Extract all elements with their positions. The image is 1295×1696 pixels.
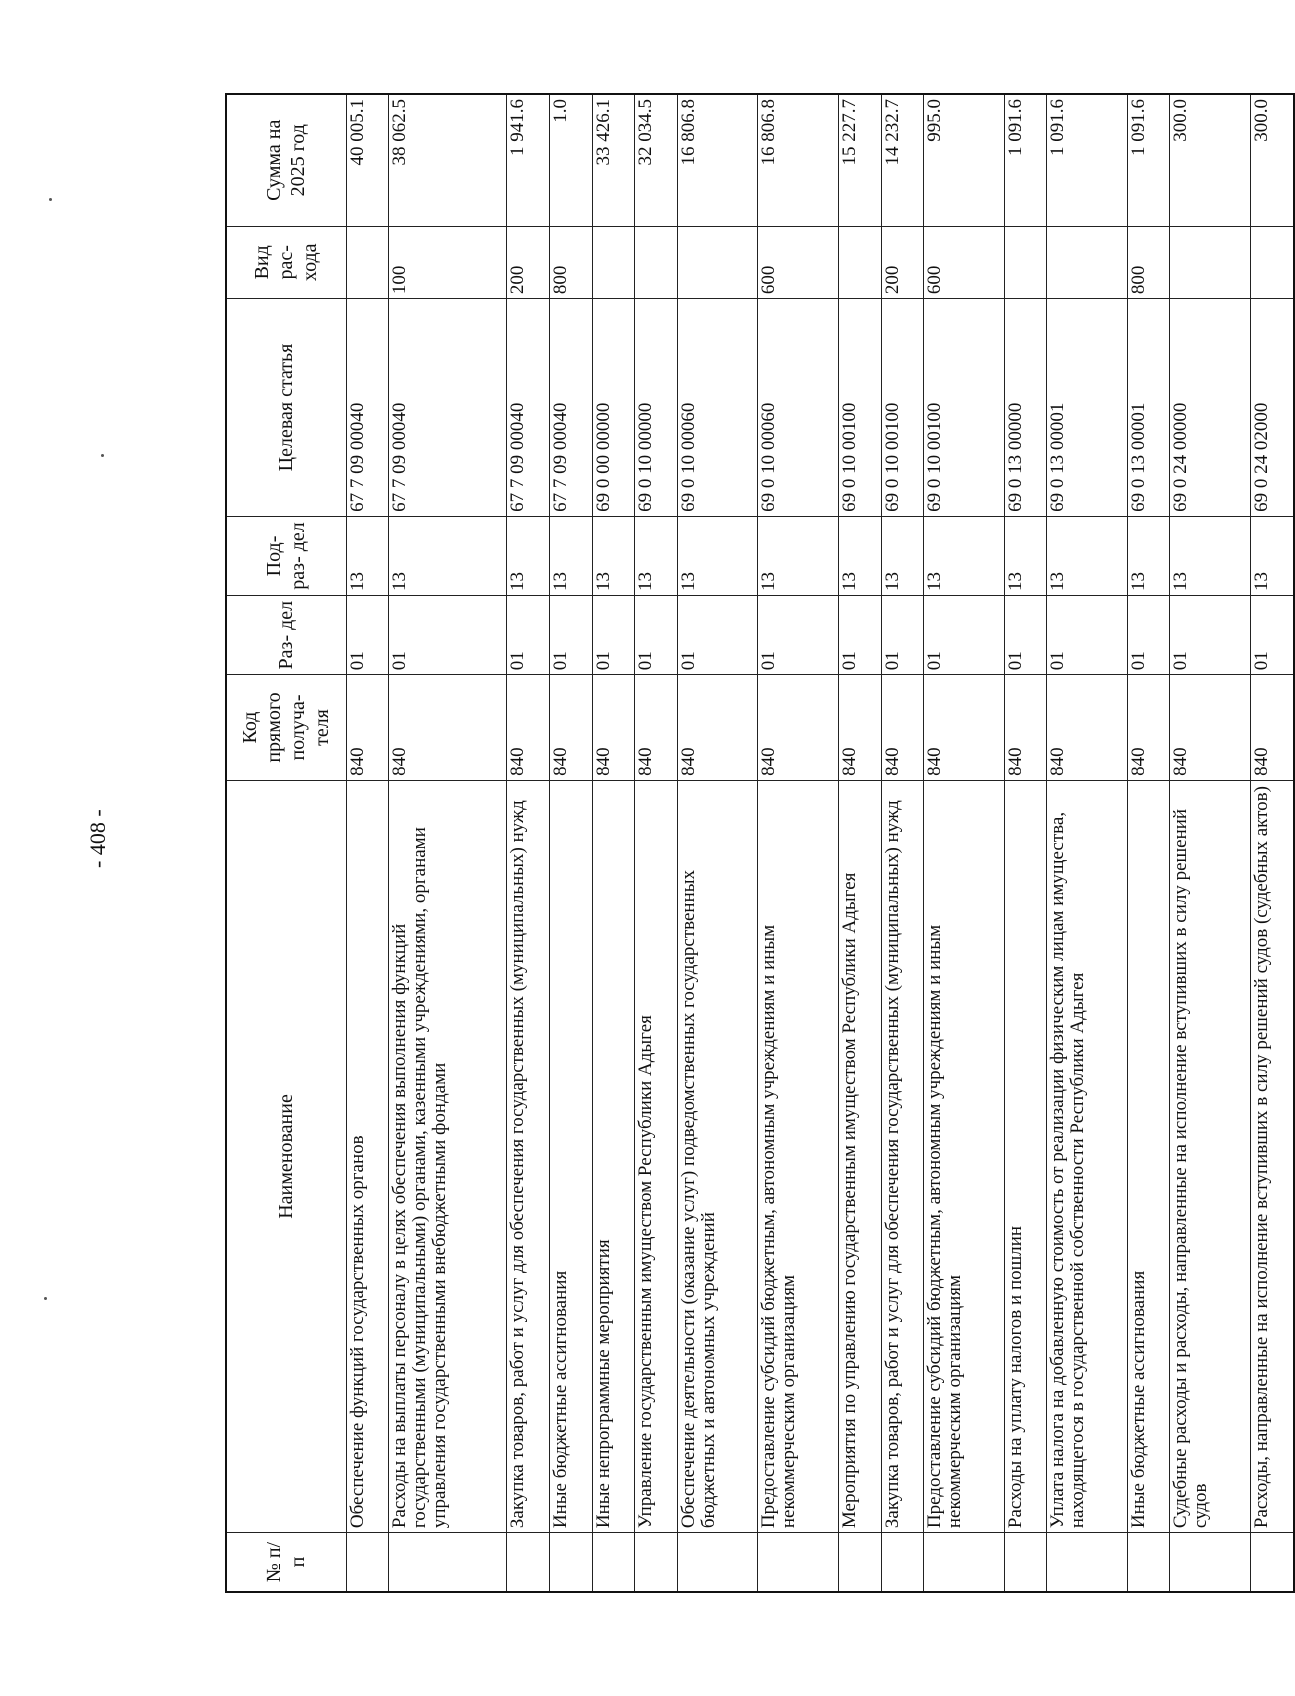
cell-sum: 300.0 [1170,94,1250,226]
cell-sum: 40 005.1 [346,94,389,226]
cell-razdel: 01 [1127,596,1170,675]
col-header-name: Наименование [226,780,346,1532]
cell-target: 67 7 09 00040 [506,299,549,517]
cell-code: 840 [635,675,678,781]
cell-razdel: 01 [678,596,758,675]
cell-podrazdel: 13 [635,516,678,595]
cell-target: 69 0 10 00100 [924,299,1004,517]
cell-sum: 1 091.6 [1127,94,1170,226]
cell-podrazdel: 13 [924,516,1004,595]
cell-sum: 16 806.8 [678,94,758,226]
cell-podrazdel: 13 [506,516,549,595]
page-number: - 408 - [85,809,110,868]
table-row [1250,94,1294,1592]
cell-razdel: 01 [389,596,506,675]
cell-target: 69 0 13 00000 [1004,299,1047,517]
cell-name: Иные бюджетные ассигнования [549,780,592,1532]
cell-target: 69 0 24 02000 [1250,299,1294,517]
cell-vid: 100 [389,226,506,299]
cell-code: 840 [592,675,635,781]
table-row [838,94,881,1592]
cell-name: Обеспечение функций государственных органов [346,780,389,1532]
cell-podrazdel: 13 [838,516,881,595]
cell-podrazdel: 13 [346,516,389,595]
cell-code: 840 [1127,675,1170,781]
cell-sum: 995.0 [924,94,1004,226]
col-header-sum: Сумма на 2025 год [226,94,346,226]
cell-sum: 1 941.6 [506,94,549,226]
cell-num [758,1533,838,1592]
cell-podrazdel: 13 [549,516,592,595]
cell-vid [346,226,389,299]
cell-sum: 32 034.5 [635,94,678,226]
cell-razdel: 01 [1004,596,1047,675]
scan-speck [101,454,104,457]
cell-num [346,1533,389,1592]
cell-vid [592,226,635,299]
table-row [924,94,1004,1592]
cell-vid: 800 [1127,226,1170,299]
cell-target: 67 7 09 00040 [346,299,389,517]
cell-sum: 15 227.7 [838,94,881,226]
cell-razdel: 01 [506,596,549,675]
cell-podrazdel: 13 [1127,516,1170,595]
cell-code: 840 [1004,675,1047,781]
cell-num [1170,1533,1250,1592]
cell-code: 840 [506,675,549,781]
cell-vid: 600 [758,226,838,299]
cell-target: 69 0 10 00060 [678,299,758,517]
cell-num [635,1533,678,1592]
cell-num [506,1533,549,1592]
col-header-razdel: Раз- дел [226,596,346,675]
cell-name: Предоставление субсидий бюджетным, автономным учреждениям и иным некоммерческим организациям [758,780,838,1532]
cell-target: 69 0 00 00000 [592,299,635,517]
cell-podrazdel: 13 [881,516,924,595]
cell-vid: 800 [549,226,592,299]
cell-code: 840 [881,675,924,781]
col-header-num: № п/п [226,1533,346,1592]
cell-target: 67 7 09 00040 [389,299,506,517]
cell-name: Иные бюджетные ассигнования [1127,780,1170,1532]
cell-sum: 300.0 [1250,94,1294,226]
scan-speck [49,198,52,201]
cell-num [549,1533,592,1592]
scan-speck [44,1297,47,1300]
cell-target: 69 0 10 00000 [635,299,678,517]
cell-code: 840 [838,675,881,781]
table-row [1127,94,1170,1592]
cell-code: 840 [1170,675,1250,781]
cell-sum: 14 232.7 [881,94,924,226]
cell-name: Расходы на уплату налогов и пошлин [1004,780,1047,1532]
cell-target: 69 0 13 00001 [1127,299,1170,517]
cell-num [924,1533,1004,1592]
col-header-vid: Вид рас- хода [226,226,346,299]
cell-name: Закупка товаров, работ и услуг для обеспечения государственных (муниципальных) нужд [506,780,549,1532]
cell-podrazdel: 13 [1170,516,1250,595]
table-row [389,94,506,1592]
col-header-code: Код прямого получа- теля [226,675,346,781]
table-row [1170,94,1250,1592]
cell-podrazdel: 13 [1004,516,1047,595]
cell-code: 840 [758,675,838,781]
cell-razdel: 01 [346,596,389,675]
table-row [678,94,758,1592]
budget-table [225,93,1295,1593]
cell-razdel: 01 [635,596,678,675]
cell-code: 840 [1250,675,1294,781]
col-header-podrazdel: Под- раз- дел [226,516,346,595]
cell-vid: 600 [924,226,1004,299]
cell-vid [1250,226,1294,299]
cell-podrazdel: 13 [1047,516,1127,595]
budget-table-rotated [225,93,1295,1593]
cell-podrazdel: 13 [592,516,635,595]
table-row [635,94,678,1592]
cell-code: 840 [549,675,592,781]
cell-num [1047,1533,1127,1592]
cell-razdel: 01 [838,596,881,675]
cell-num [838,1533,881,1592]
cell-razdel: 01 [1250,596,1294,675]
cell-razdel: 01 [924,596,1004,675]
cell-name: Закупка товаров, работ и услуг для обеспечения государственных (муниципальных) нужд [881,780,924,1532]
cell-name: Управление государственным имуществом Республики Адыгея [635,780,678,1532]
cell-code: 840 [678,675,758,781]
table-row [1047,94,1127,1592]
cell-vid: 200 [881,226,924,299]
cell-sum: 16 806.8 [758,94,838,226]
col-header-target: Целевая статья [226,299,346,517]
cell-code: 840 [924,675,1004,781]
table-header-row [226,94,346,1592]
table-row [506,94,549,1592]
table-row [758,94,838,1592]
cell-sum: 1 091.6 [1047,94,1127,226]
cell-razdel: 01 [1170,596,1250,675]
cell-razdel: 01 [592,596,635,675]
cell-target: 69 0 10 00060 [758,299,838,517]
cell-name: Расходы, направленные на исполнение вступивших в силу решений судов (судебных актов) [1250,780,1294,1532]
table-row [592,94,635,1592]
cell-code: 840 [346,675,389,781]
cell-razdel: 01 [1047,596,1127,675]
cell-num [592,1533,635,1592]
cell-target: 69 0 10 00100 [881,299,924,517]
cell-vid: 200 [506,226,549,299]
cell-target: 69 0 24 00000 [1170,299,1250,517]
cell-name: Иные непрограммные мероприятия [592,780,635,1532]
cell-vid [838,226,881,299]
cell-code: 840 [389,675,506,781]
cell-name: Расходы на выплаты персоналу в целях обеспечения выполнения функций государственными (муниципальными) органами, казенными учреждениями, органами управления государственными внебюджетными фондами [389,780,506,1532]
cell-num [678,1533,758,1592]
cell-code: 840 [1047,675,1127,781]
cell-razdel: 01 [549,596,592,675]
table-body [346,94,1294,1592]
cell-razdel: 01 [881,596,924,675]
cell-podrazdel: 13 [678,516,758,595]
cell-sum: 1.0 [549,94,592,226]
cell-target: 69 0 13 00001 [1047,299,1127,517]
cell-num [389,1533,506,1592]
cell-num [1004,1533,1047,1592]
cell-sum: 38 062.5 [389,94,506,226]
table-row [346,94,389,1592]
cell-vid [1004,226,1047,299]
cell-num [1127,1533,1170,1592]
table-row [1004,94,1047,1592]
cell-name: Предоставление субсидий бюджетным, автономным учреждениям и иным некоммерческим организациям [924,780,1004,1532]
cell-vid [635,226,678,299]
cell-name: Обеспечение деятельности (оказание услуг) подведомственных государственных бюджетных и автономных учреждений [678,780,758,1532]
cell-vid [1047,226,1127,299]
cell-razdel: 01 [758,596,838,675]
cell-podrazdel: 13 [389,516,506,595]
cell-vid [1170,226,1250,299]
cell-sum: 1 091.6 [1004,94,1047,226]
cell-target: 67 7 09 00040 [549,299,592,517]
cell-sum: 33 426.1 [592,94,635,226]
cell-num [881,1533,924,1592]
cell-vid [678,226,758,299]
table-row [549,94,592,1592]
cell-podrazdel: 13 [758,516,838,595]
cell-name: Судебные расходы и расходы, направленные на исполнение вступивших в силу решений судов [1170,780,1250,1532]
cell-name: Мероприятия по управлению государственным имуществом Республики Адыгея [838,780,881,1532]
cell-num [1250,1533,1294,1592]
cell-podrazdel: 13 [1250,516,1294,595]
table-row [881,94,924,1592]
cell-target: 69 0 10 00100 [838,299,881,517]
cell-name: Уплата налога на добавленную стоимость от реализации физическим лицам имущества, находящегося в государственной собственности Республики Адыгея [1047,780,1127,1532]
